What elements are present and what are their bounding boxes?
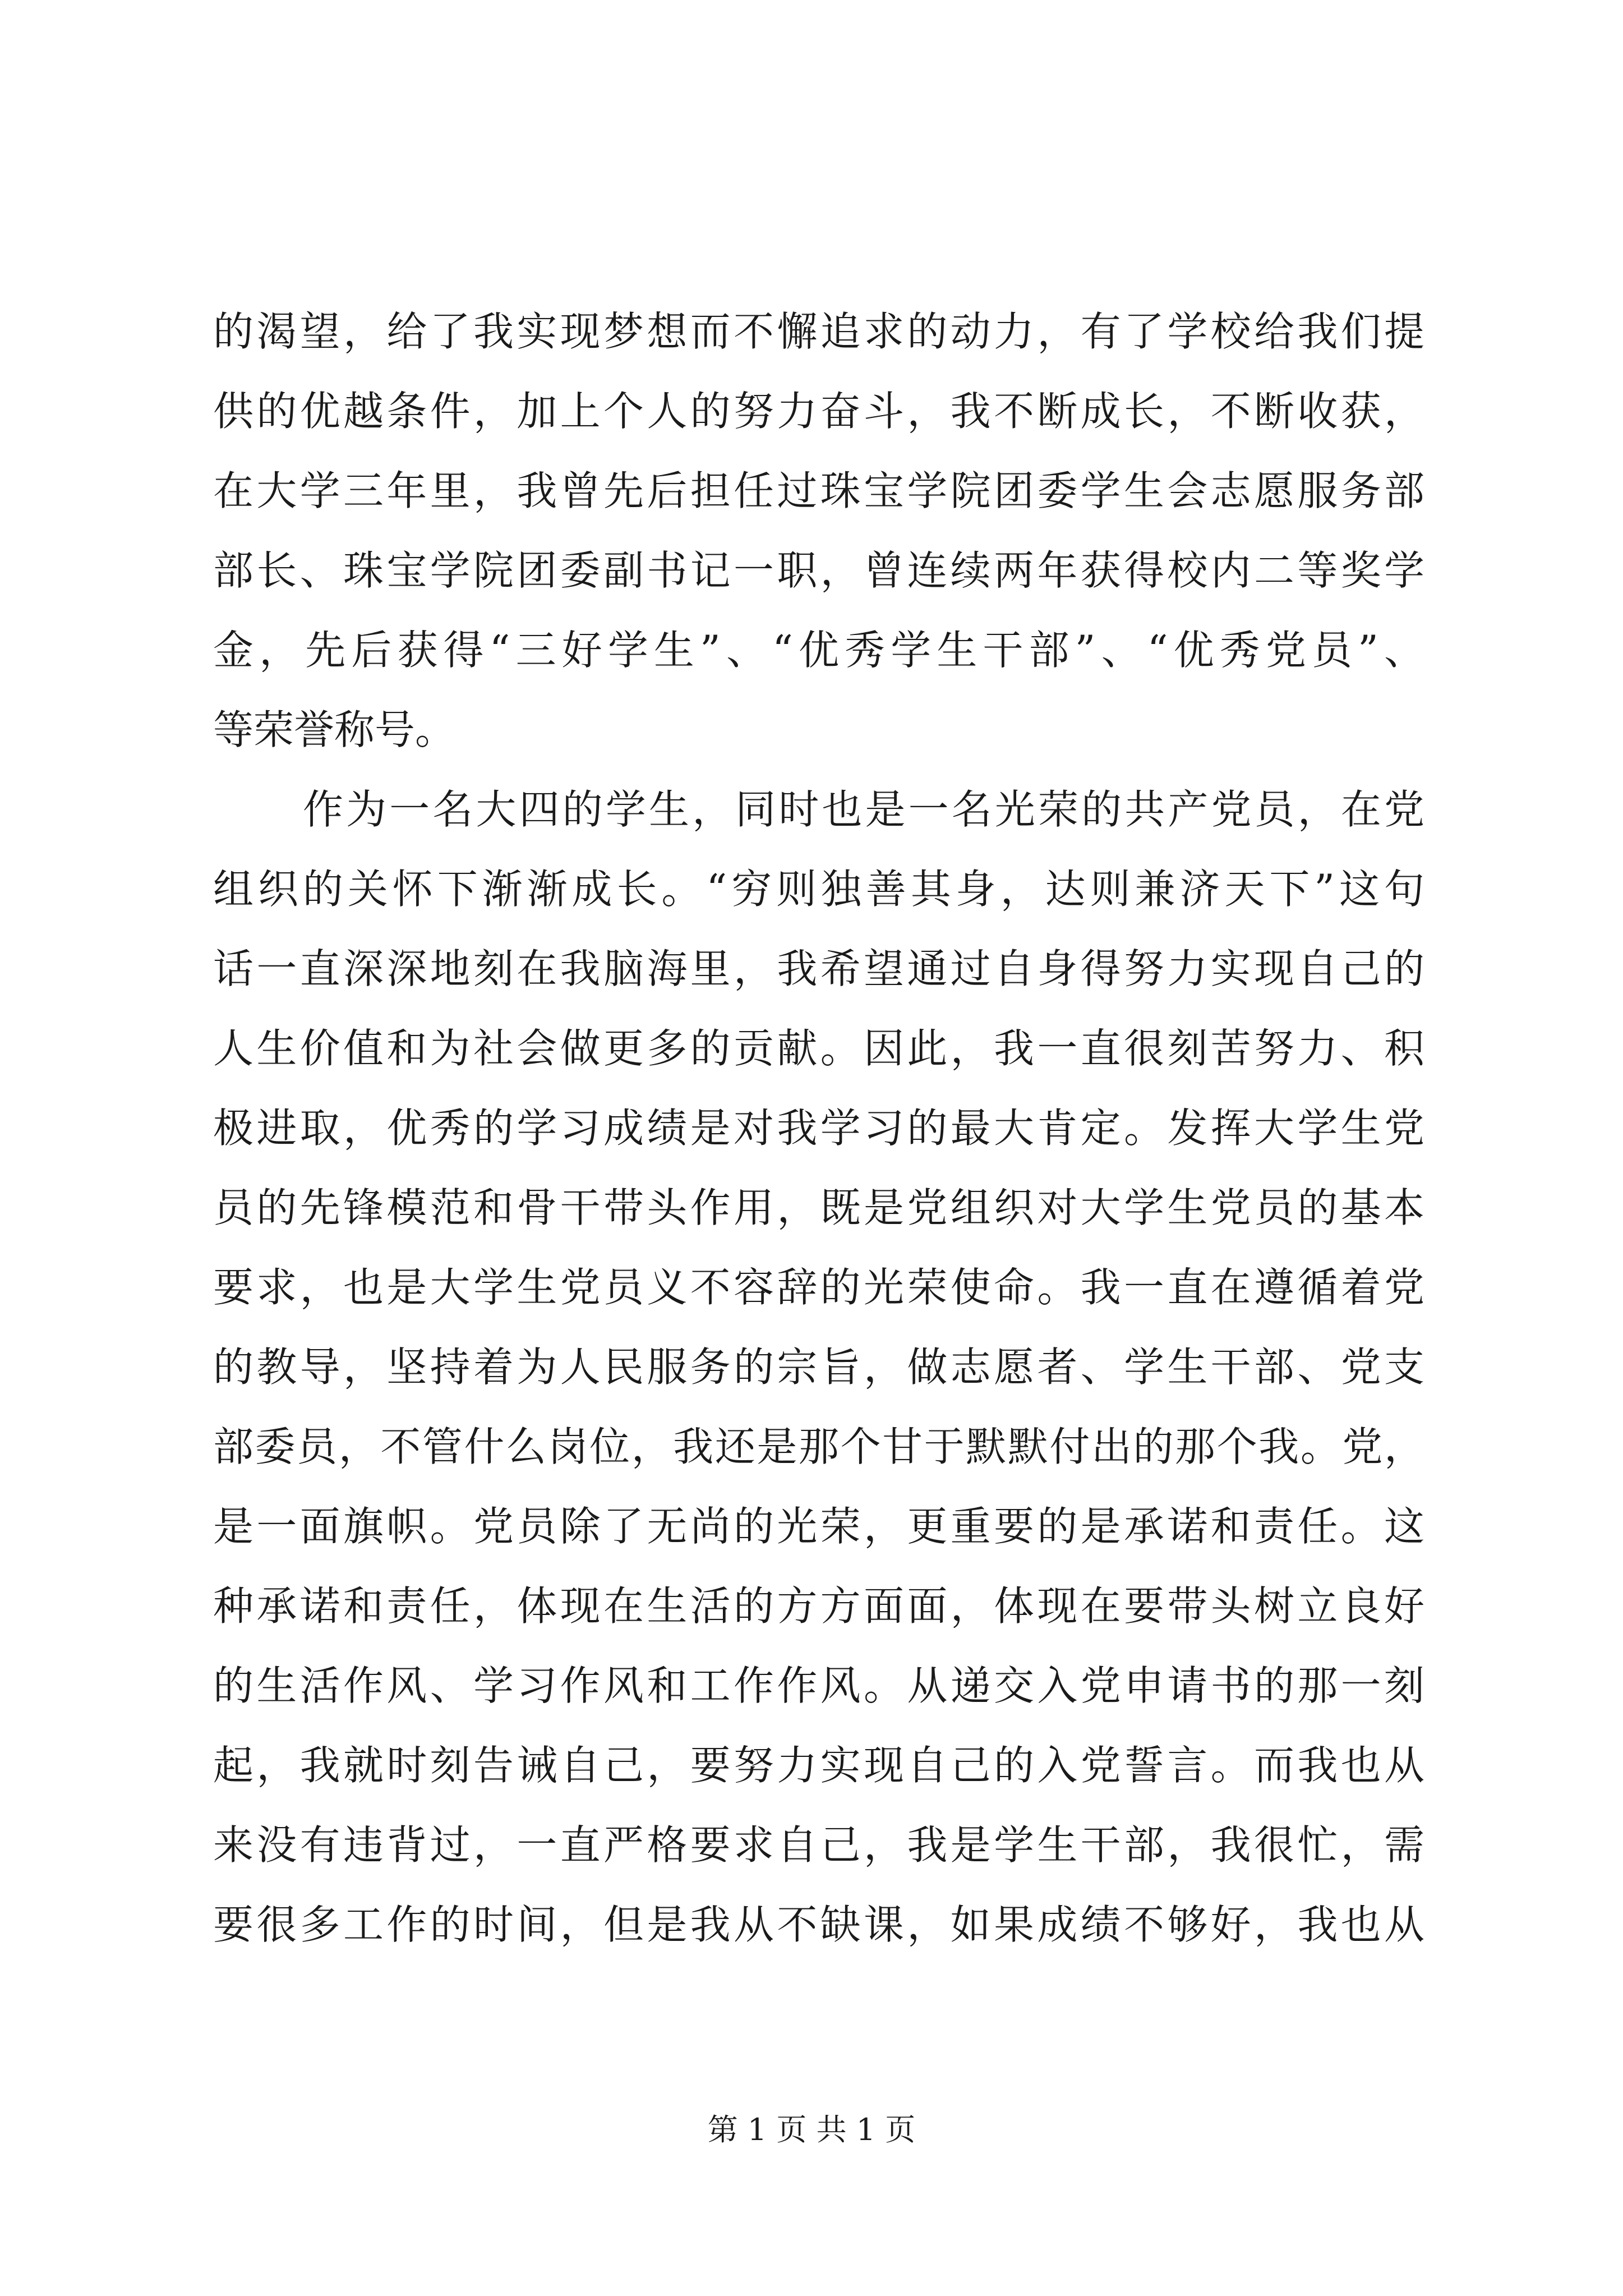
text-line: 要很多工作的时间，但是我从不缺课，如果成绩不够好，我也从 bbox=[213, 1901, 1424, 1948]
paragraph-2 bbox=[213, 770, 1424, 1964]
document-body bbox=[213, 292, 1424, 1964]
text-line: 起，我就时刻告诫自己，要努力实现自己的入党誓言。而我也从 bbox=[213, 1742, 1424, 1789]
page-footer bbox=[0, 2110, 1623, 2150]
text-line: 员的先锋模范和骨干带头作用，既是党组织对大学生党员的基本 bbox=[213, 1184, 1424, 1231]
text-line: 等荣誉称号。 bbox=[213, 706, 456, 753]
text-line: 极进取，优秀的学习成绩是对我学习的最大肯定。发挥大学生党 bbox=[213, 1105, 1424, 1152]
text-line: 部长、珠宝学院团委副书记一职，曾连续两年获得校内二等奖学 bbox=[213, 547, 1424, 594]
text-line: 的生活作风、学习作风和工作作风。从递交入党申请书的那一刻 bbox=[213, 1662, 1424, 1709]
page-number-label: 第 1 页 共 1 页 bbox=[707, 2112, 916, 2147]
text-line: 作为一名大四的学生，同时也是一名光荣的共产党员，在党 bbox=[303, 786, 1424, 833]
text-line: 的渴望，给了我实现梦想而不懈追求的动力，有了学校给我们提 bbox=[213, 308, 1424, 355]
text-line: 种承诺和责任，体现在生活的方方面面，体现在要带头树立良好 bbox=[213, 1582, 1424, 1630]
text-line: 人生价值和为社会做更多的贡献。因此，我一直很刻苦努力、积 bbox=[213, 1025, 1424, 1072]
text-line: 要求，也是大学生党员义不容辞的光荣使命。我一直在遵循着党 bbox=[213, 1264, 1424, 1311]
text-line: 来没有违背过，一直严格要求自己，我是学生干部，我很忙，需 bbox=[213, 1821, 1424, 1869]
paragraph-1 bbox=[213, 292, 1424, 770]
text-line: 组织的关怀下渐渐成长。“穷则独善其身，达则兼济天下”这句 bbox=[213, 866, 1424, 913]
text-line: 是一面旗帜。党员除了无尚的光荣，更重要的是承诺和责任。这 bbox=[213, 1503, 1424, 1550]
text-line: 的教导，坚持着为人民服务的宗旨，做志愿者、学生干部、党支 bbox=[213, 1343, 1424, 1391]
text-line: 话一直深深地刻在我脑海里，我希望通过自身得努力实现自己的 bbox=[213, 945, 1424, 992]
text-line: 供的优越条件，加上个人的努力奋斗，我不断成长，不断收获， bbox=[213, 388, 1424, 435]
text-line: 部委员，不管什么岗位，我还是那个甘于默默付出的那个我。党， bbox=[213, 1423, 1424, 1470]
text-line: 在大学三年里，我曾先后担任过珠宝学院团委学生会志愿服务部 bbox=[213, 467, 1424, 514]
text-line: 金，先后获得“三好学生”、“优秀学生干部”、“优秀党员”、 bbox=[213, 627, 1424, 674]
